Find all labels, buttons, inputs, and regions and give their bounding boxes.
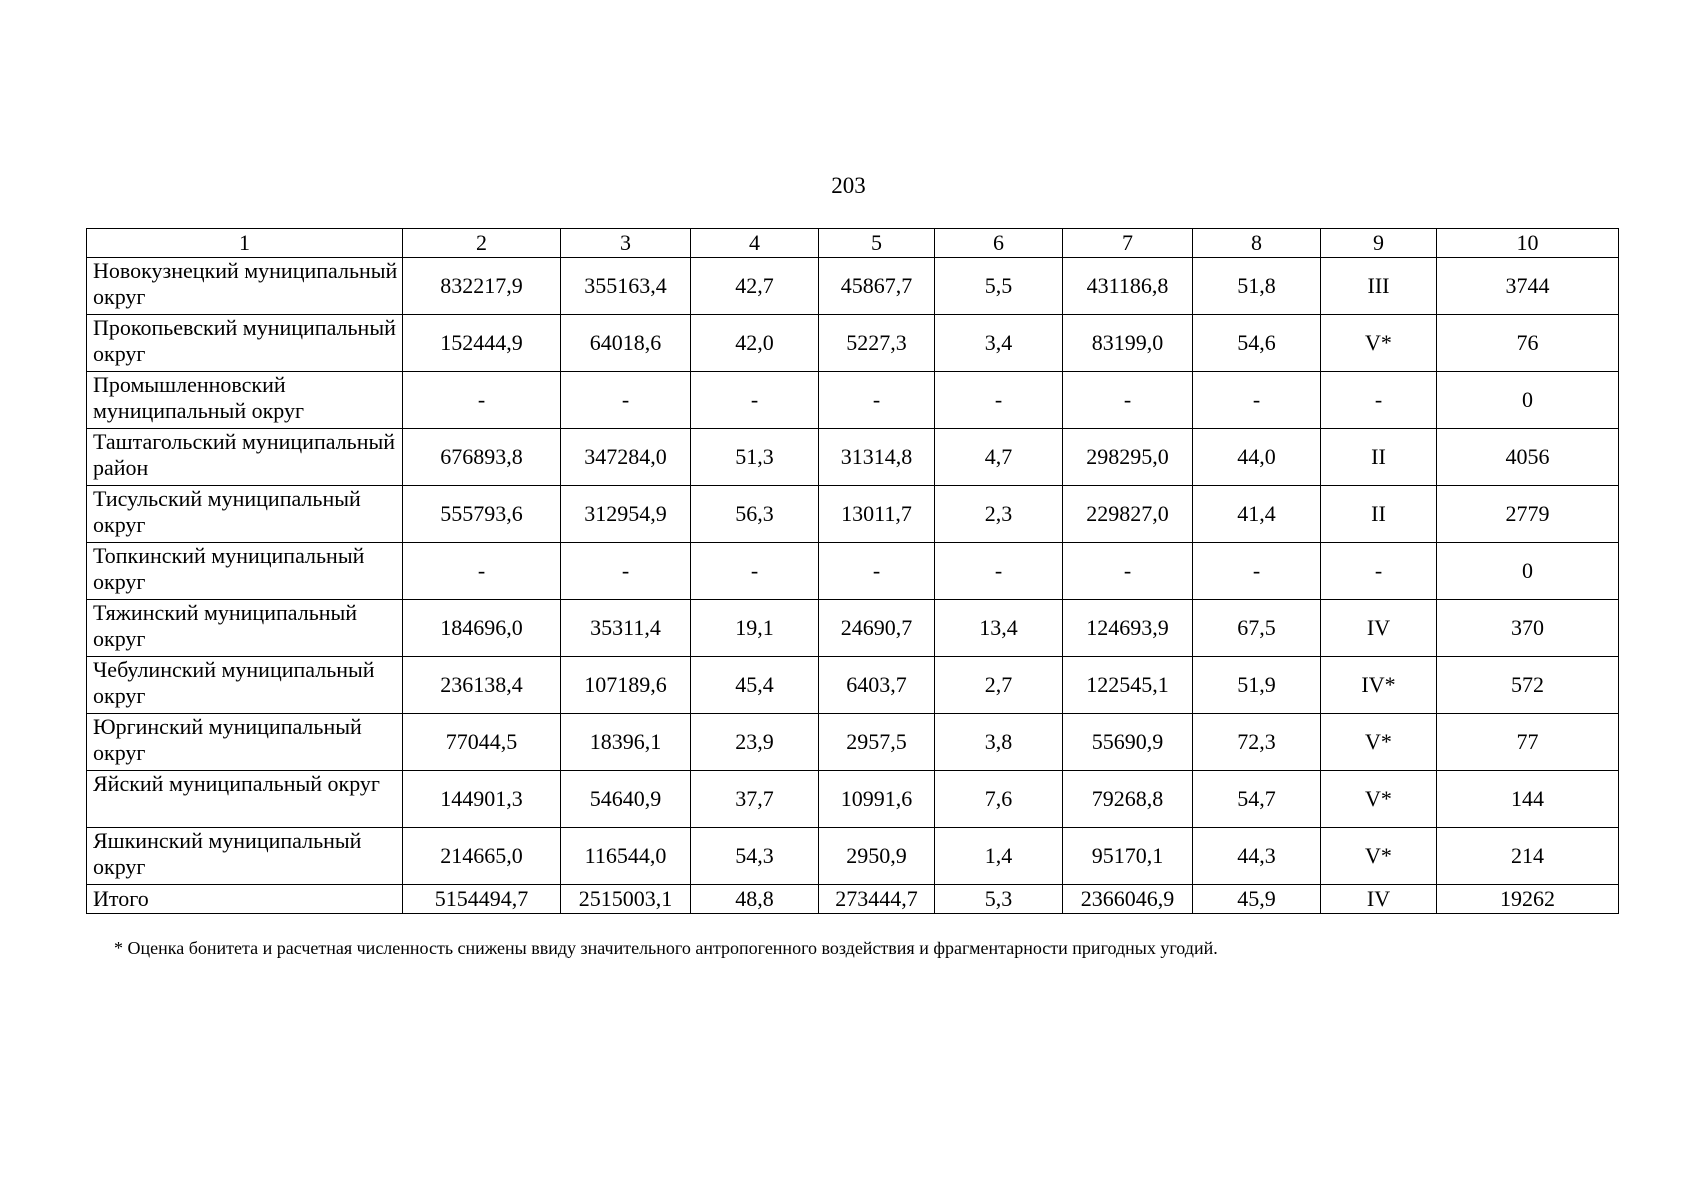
table-row [87, 429, 1619, 486]
table-cell: 77 [1437, 714, 1619, 771]
table-cell: II [1321, 486, 1437, 543]
table-cell: 144901,3 [403, 771, 561, 828]
table-cell: - [819, 372, 935, 429]
table-cell: 4,7 [935, 429, 1063, 486]
table-cell: - [561, 543, 691, 600]
table-cell: 42,0 [691, 315, 819, 372]
table-cell: 2950,9 [819, 828, 935, 885]
table-cell: 2779 [1437, 486, 1619, 543]
table-cell: - [403, 543, 561, 600]
table-cell: IV [1321, 600, 1437, 657]
table-row [87, 258, 1619, 315]
table-row [87, 315, 1619, 372]
table-cell: - [1063, 372, 1193, 429]
table-cell: 347284,0 [561, 429, 691, 486]
table-cell: 54640,9 [561, 771, 691, 828]
table-cell: II [1321, 429, 1437, 486]
table-cell: 54,3 [691, 828, 819, 885]
table-cell: 0 [1437, 543, 1619, 600]
column-header: 5 [819, 229, 935, 258]
total-cell: 2366046,9 [1063, 885, 1193, 914]
table-cell: 51,3 [691, 429, 819, 486]
table-cell: 13,4 [935, 600, 1063, 657]
table-row [87, 771, 1619, 828]
table-cell: - [1321, 543, 1437, 600]
column-header: 2 [403, 229, 561, 258]
table-cell: 55690,9 [1063, 714, 1193, 771]
table-cell: 67,5 [1193, 600, 1321, 657]
row-name-cell: Яшкинский муниципальный округ [87, 828, 403, 885]
column-header: 8 [1193, 229, 1321, 258]
table-cell: 3744 [1437, 258, 1619, 315]
row-name-cell: Яйский муниципальный округ [87, 771, 403, 828]
table-row [87, 486, 1619, 543]
table-cell: 312954,9 [561, 486, 691, 543]
table-cell: 7,6 [935, 771, 1063, 828]
table-cell: 45,4 [691, 657, 819, 714]
column-header: 10 [1437, 229, 1619, 258]
table-cell: 44,0 [1193, 429, 1321, 486]
column-header: 6 [935, 229, 1063, 258]
table-cell: 18396,1 [561, 714, 691, 771]
table-cell: V* [1321, 771, 1437, 828]
column-header: 9 [1321, 229, 1437, 258]
table-cell: 3,4 [935, 315, 1063, 372]
total-cell: 19262 [1437, 885, 1619, 914]
table-cell: - [691, 372, 819, 429]
total-label: Итого [87, 885, 403, 914]
row-name-cell: Таштагольский муниципальный район [87, 429, 403, 486]
table-cell: 37,7 [691, 771, 819, 828]
column-header: 1 [87, 229, 403, 258]
table-cell: - [1193, 372, 1321, 429]
table-cell: 144 [1437, 771, 1619, 828]
table-cell: 45867,7 [819, 258, 935, 315]
row-name-cell: Тисульский муниципальный округ [87, 486, 403, 543]
table-cell: 116544,0 [561, 828, 691, 885]
table-cell: - [935, 372, 1063, 429]
table-body [87, 258, 1619, 885]
total-row [87, 885, 1619, 914]
table-cell: 3,8 [935, 714, 1063, 771]
row-name-cell: Прокопьевский муниципальный округ [87, 315, 403, 372]
table-cell: 79268,8 [1063, 771, 1193, 828]
table-cell: 214665,0 [403, 828, 561, 885]
table-cell: 572 [1437, 657, 1619, 714]
table-cell: V* [1321, 315, 1437, 372]
table-cell: 95170,1 [1063, 828, 1193, 885]
row-name-cell: Новокузнецкий муниципальный округ [87, 258, 403, 315]
column-header: 7 [1063, 229, 1193, 258]
table-cell: - [561, 372, 691, 429]
table-cell: 23,9 [691, 714, 819, 771]
table-cell: 51,8 [1193, 258, 1321, 315]
table-cell: 355163,4 [561, 258, 691, 315]
total-cell: 48,8 [691, 885, 819, 914]
row-name-cell: Топкинский муниципальный округ [87, 543, 403, 600]
table-cell: 44,3 [1193, 828, 1321, 885]
table-cell: 31314,8 [819, 429, 935, 486]
table-cell: 676893,8 [403, 429, 561, 486]
table-cell: - [819, 543, 935, 600]
table-cell: 236138,4 [403, 657, 561, 714]
table-row [87, 600, 1619, 657]
table-cell: V* [1321, 714, 1437, 771]
table-cell: 2957,5 [819, 714, 935, 771]
footnote: * Оценка бонитета и расчетная численность снижены ввиду значительного антропогенного воздействия и фрагментарности пригодных угодий. [114, 938, 1218, 958]
table-row [87, 543, 1619, 600]
table-cell: - [1193, 543, 1321, 600]
table-cell: - [1321, 372, 1437, 429]
table-cell: 2,3 [935, 486, 1063, 543]
table-row [87, 828, 1619, 885]
table-cell: 1,4 [935, 828, 1063, 885]
table-cell: 107189,6 [561, 657, 691, 714]
table-cell: - [1063, 543, 1193, 600]
row-name-cell: Юргинский муниципальный округ [87, 714, 403, 771]
table-cell: 76 [1437, 315, 1619, 372]
table-cell: 51,9 [1193, 657, 1321, 714]
table-cell: IV* [1321, 657, 1437, 714]
table-cell: 19,1 [691, 600, 819, 657]
table-cell: 72,3 [1193, 714, 1321, 771]
table-cell: 10991,6 [819, 771, 935, 828]
row-name-cell: Промышленновский муниципальный округ [87, 372, 403, 429]
table-cell: 370 [1437, 600, 1619, 657]
table-cell: 4056 [1437, 429, 1619, 486]
table-cell: 83199,0 [1063, 315, 1193, 372]
table-cell: 56,3 [691, 486, 819, 543]
total-cell: 45,9 [1193, 885, 1321, 914]
table-cell: III [1321, 258, 1437, 315]
table-cell: 5,5 [935, 258, 1063, 315]
table-cell: 24690,7 [819, 600, 935, 657]
table-cell: 122545,1 [1063, 657, 1193, 714]
table-cell: 214 [1437, 828, 1619, 885]
row-name-cell: Чебулинский муниципальный округ [87, 657, 403, 714]
table-cell: 5227,3 [819, 315, 935, 372]
table-row [87, 714, 1619, 771]
table-row [87, 657, 1619, 714]
table-cell: 229827,0 [1063, 486, 1193, 543]
table-cell: 6403,7 [819, 657, 935, 714]
page-number: 203 [831, 173, 866, 198]
table-cell: 77044,5 [403, 714, 561, 771]
table-cell: - [403, 372, 561, 429]
table-cell: 13011,7 [819, 486, 935, 543]
table-cell: 184696,0 [403, 600, 561, 657]
header-row [87, 229, 1619, 258]
total-cell: 5154494,7 [403, 885, 561, 914]
total-cell: IV [1321, 885, 1437, 914]
table-cell: 555793,6 [403, 486, 561, 543]
table-cell: 54,6 [1193, 315, 1321, 372]
table-cell: V* [1321, 828, 1437, 885]
column-header: 3 [561, 229, 691, 258]
table-cell: - [935, 543, 1063, 600]
table-cell: 54,7 [1193, 771, 1321, 828]
table-cell: 42,7 [691, 258, 819, 315]
table-cell: 2,7 [935, 657, 1063, 714]
table-cell: 41,4 [1193, 486, 1321, 543]
column-header: 4 [691, 229, 819, 258]
data-table [86, 228, 1619, 914]
table-cell: 431186,8 [1063, 258, 1193, 315]
table-cell: 832217,9 [403, 258, 561, 315]
table-cell: 298295,0 [1063, 429, 1193, 486]
row-name-cell: Тяжинский муниципальный округ [87, 600, 403, 657]
table-cell: 152444,9 [403, 315, 561, 372]
table-row [87, 372, 1619, 429]
total-cell: 5,3 [935, 885, 1063, 914]
total-cell: 2515003,1 [561, 885, 691, 914]
table-cell: 35311,4 [561, 600, 691, 657]
total-cell: 273444,7 [819, 885, 935, 914]
table-cell: - [691, 543, 819, 600]
table-cell: 0 [1437, 372, 1619, 429]
table-cell: 64018,6 [561, 315, 691, 372]
table-cell: 124693,9 [1063, 600, 1193, 657]
